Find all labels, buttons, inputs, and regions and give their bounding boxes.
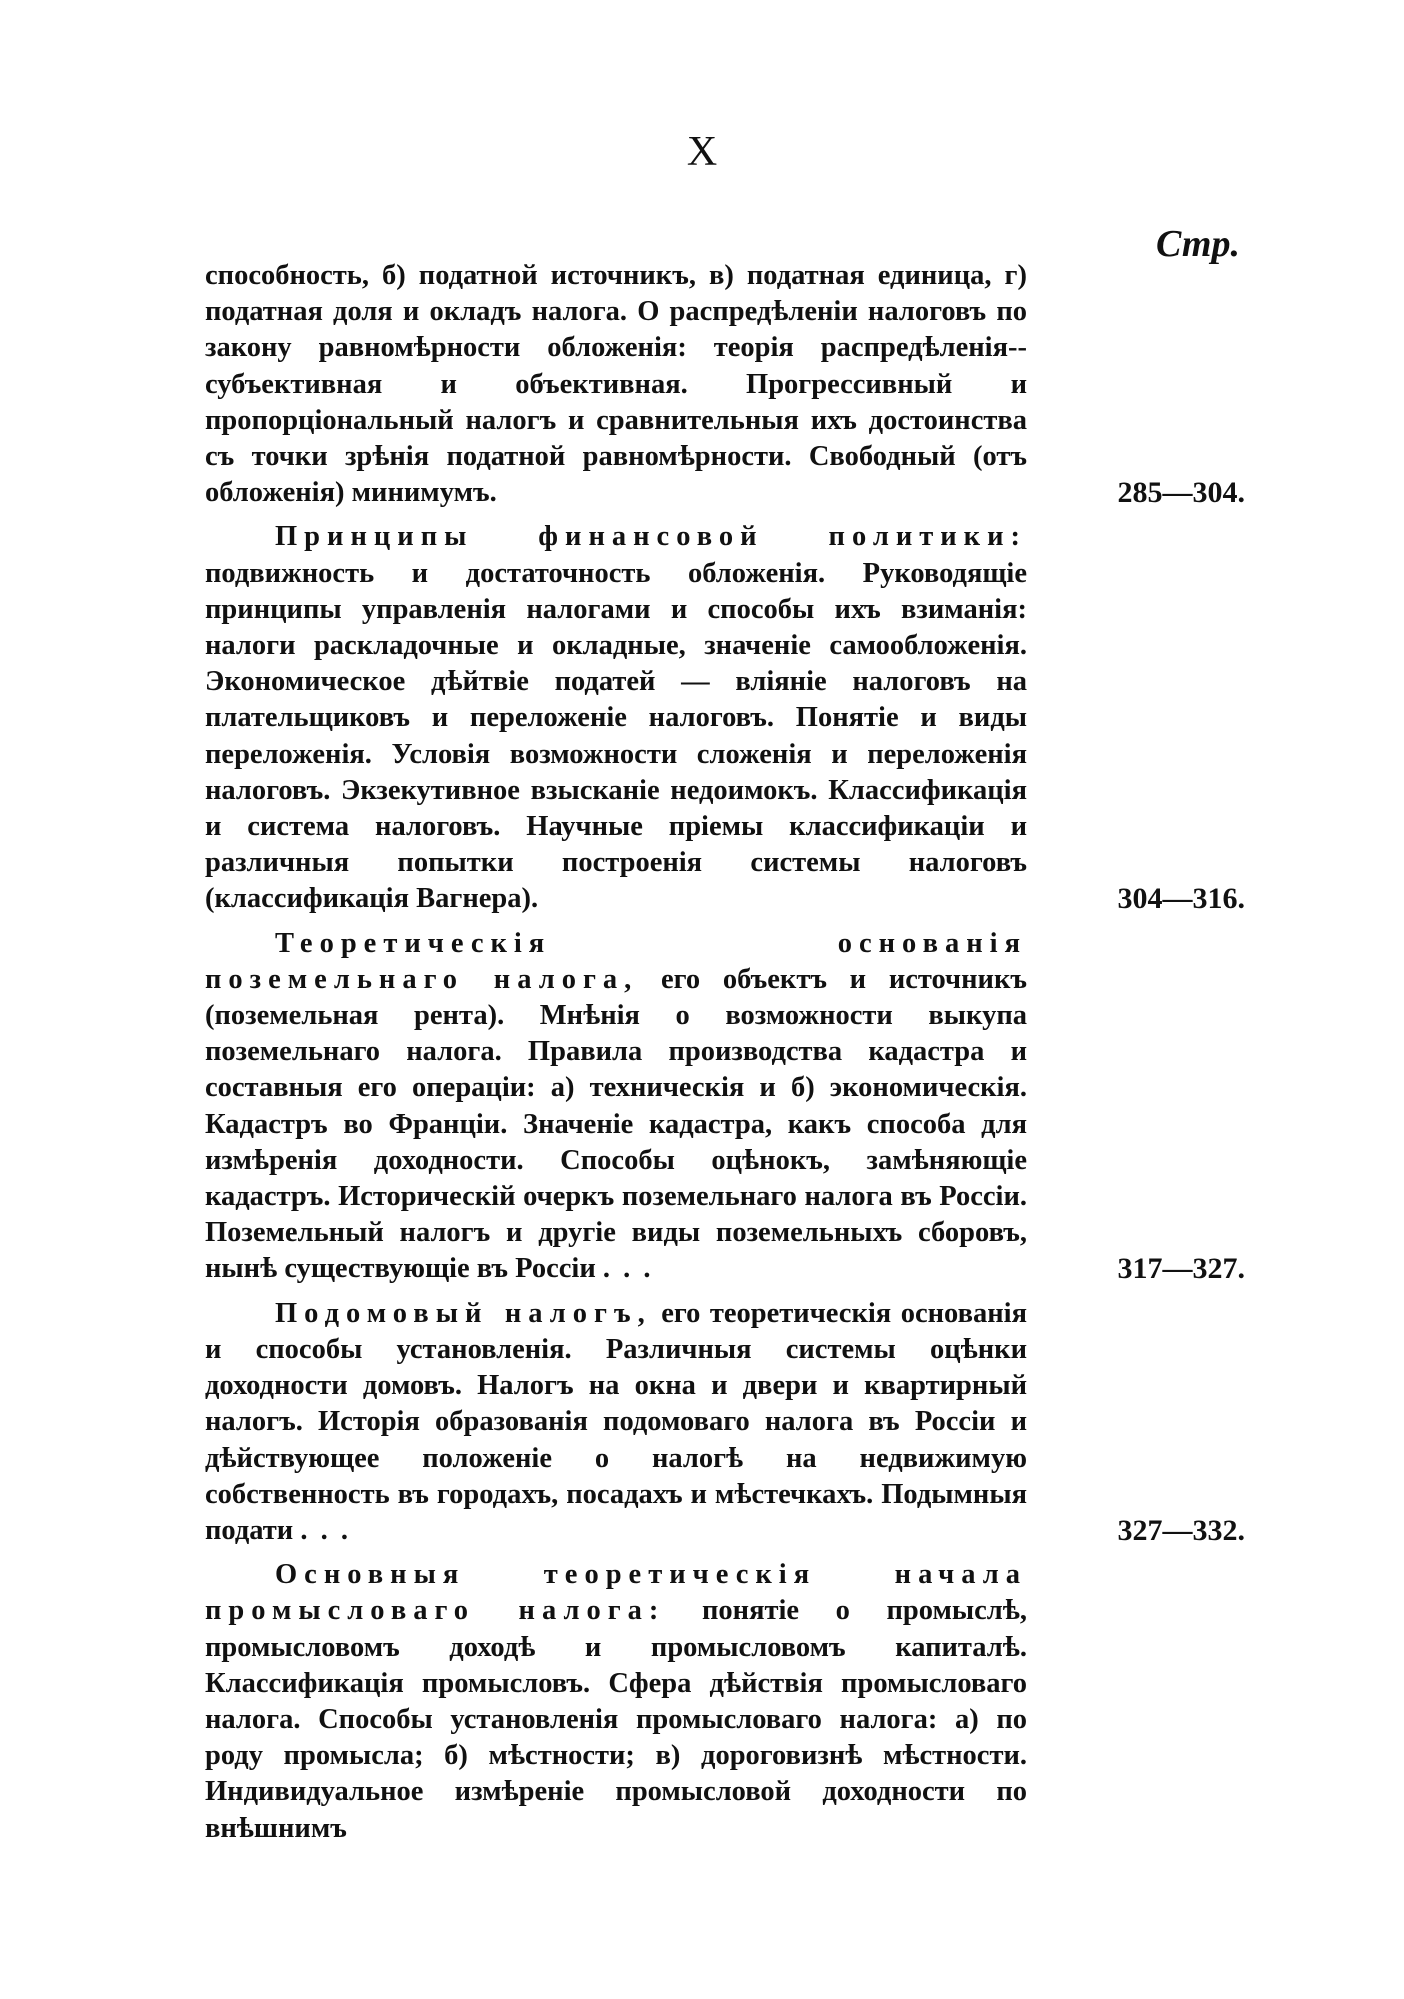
entry-page-range: 304—316. xyxy=(1117,882,1245,916)
table-of-contents xyxy=(205,258,1245,1855)
pages-column-header: Стр. xyxy=(1156,223,1240,265)
entry-description: способность, б) податной источникъ, в) податная единица, г) податная доля и окладъ налога. О распредѣленіи налоговъ по закону равномѣрности обложенія: теорія распредѣленія--субъективная и объективная. Прогрессивный и пропорціональный налогъ и сравнительныя ихъ достоинства съ точки зрѣнія податной равномѣрности. Свободный (отъ обложенія) минимумъ. xyxy=(205,260,1027,509)
entry-text xyxy=(205,1296,1027,1549)
entry-text xyxy=(205,519,1027,917)
entry-text xyxy=(205,258,1027,511)
toc-entry xyxy=(205,926,1245,1288)
entry-text xyxy=(205,1557,1027,1847)
page-number: X xyxy=(686,129,718,175)
entry-page-range: 317—327. xyxy=(1117,1252,1245,1286)
leader-dots: . . . xyxy=(602,1253,654,1285)
entry-description: его объектъ и источникъ (поземельная рента). Мнѣнія о возможности выкупа поземельнаго налога. Правила производства кадастра и составныя его операціи: а) техническія и б) экономическія. Кадастръ во Франціи. Значеніе кадастра, какъ способа для измѣренія доходности. Способы оцѣнокъ, замѣняющіе кадастръ. Историческій очеркъ поземельнаго налога въ Россіи. Поземельный налогъ и другіе виды поземельныхъ сборовъ, нынѣ существующіе въ Россіи xyxy=(205,963,1027,1285)
leader-dots: . . . xyxy=(300,1514,351,1546)
entry-description: его теоретическія основанія и способы установленія. Различныя системы оцѣнки доходности домовъ. Налогъ на окна и двери и квартирный налогъ. Исторія образованія подомоваго налога въ Россіи и дѣйствующее положеніе о налогѣ на недвижимую собственность въ городахъ, посадахъ и мѣстечкахъ. Подымныя подати xyxy=(205,1297,1027,1546)
toc-entry xyxy=(205,258,1245,511)
toc-entry xyxy=(205,519,1245,917)
toc-entry xyxy=(205,1557,1245,1847)
entry-text xyxy=(205,926,1027,1288)
entry-heading: Принципы финансовой политики: xyxy=(275,521,1027,553)
entry-description: понятіе о промыслѣ, промысловомъ доходѣ и промысловомъ капиталѣ. Классификація промысловъ. Сфера дѣйствія промысловаго налога. Способы установленія промысловаго налога: а) по роду промысла; б) мѣстности; в) дороговизнѣ мѣстности. Индивидуальное измѣреніе промысловой доходности по внѣшнимъ xyxy=(205,1595,1027,1844)
entry-description: подвижность и достаточность обложенія. Руководящіе принципы управленія налогами и способы ихъ взиманія: налоги раскладочные и окладные, значеніе самообложенія. Экономическое дѣйтвіе податей — вліяніе налоговъ на плательщиковъ и переложеніе налоговъ. Понятіе и виды переложенія. Условія возможности сложенія и переложенія налоговъ. Экзекутивное взысканіе недоимокъ. Классификація и система налоговъ. Научные пріемы классификаціи и различныя попытки построенія системы налоговъ (классификація Вагнера). xyxy=(205,557,1027,915)
toc-entry xyxy=(205,1296,1245,1549)
entry-heading: Подомовый налогъ, xyxy=(275,1297,652,1329)
entry-heading: Теоретическія основанія поземельнаго налога, xyxy=(205,927,1027,995)
entry-page-range: 327—332. xyxy=(1117,1513,1245,1547)
entry-page-range: 285—304. xyxy=(1117,476,1245,510)
entry-heading: Основныя теоретическія начала промысловаго налога: xyxy=(205,1559,1027,1627)
